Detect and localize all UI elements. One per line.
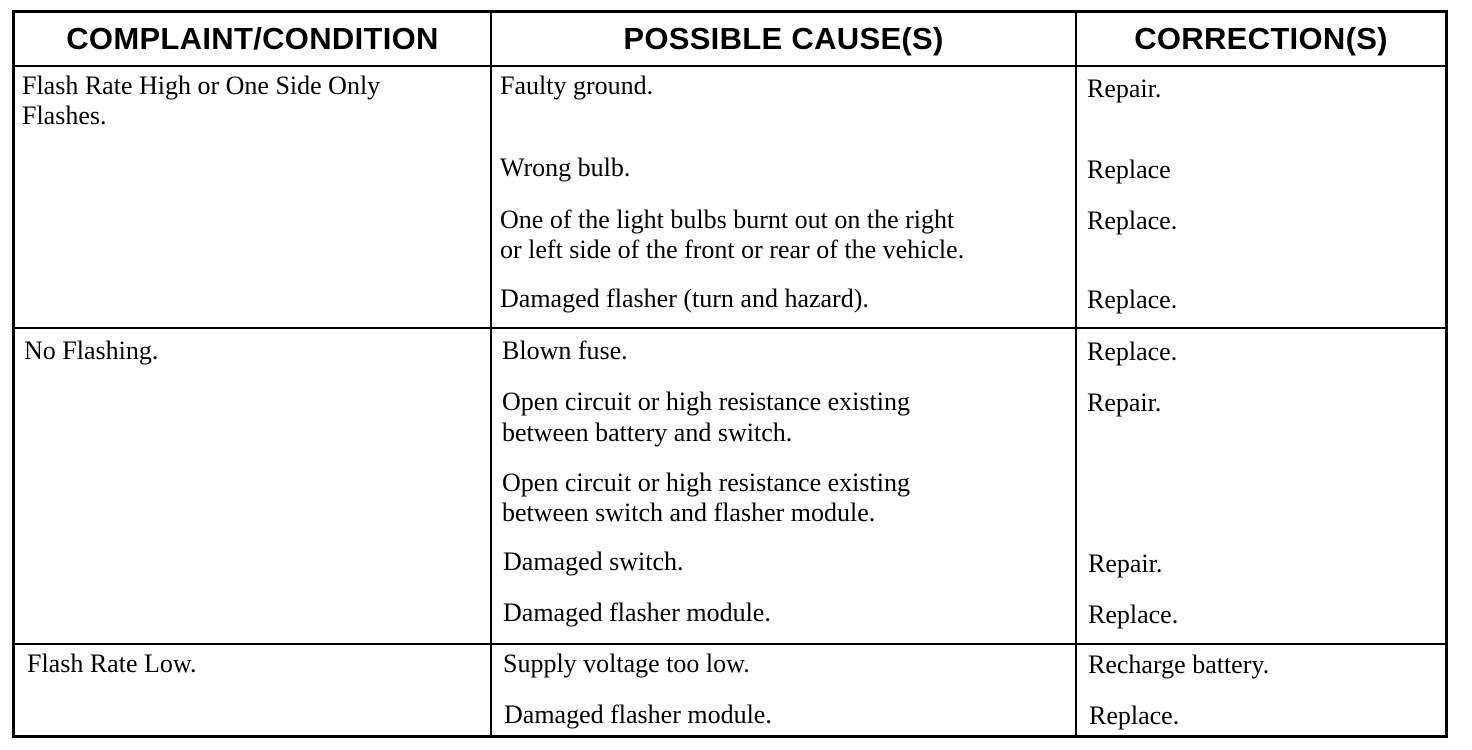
correction-cell: Replace. [1087,206,1178,235]
column-divider-2 [1075,10,1077,738]
cause-cell: or left side of the front or rear of the vehicle. [500,235,965,264]
correction-cell: Repair. [1087,74,1162,103]
column-divider-1 [490,10,492,738]
header-complaint-condition: COMPLAINT/CONDITION [66,21,439,56]
cause-cell: Damaged flasher module. [503,598,771,627]
condition-cell: Flash Rate High or One Side Only [22,71,381,100]
condition-cell: Flashes. [22,101,107,130]
cause-cell: Wrong bulb. [500,153,631,182]
condition-cell: Flash Rate Low. [27,649,197,678]
cause-cell: Damaged flasher module. [504,700,772,729]
correction-cell: Replace [1087,155,1171,184]
group-divider-2 [12,643,1448,645]
diagnosis-table [12,10,1448,738]
header-divider [12,65,1448,67]
cause-cell: Faulty ground. [500,71,654,100]
cause-cell: between switch and flasher module. [502,498,876,527]
correction-cell: Replace. [1089,701,1180,730]
cause-cell: Damaged flasher (turn and hazard). [500,284,869,313]
correction-cell: Recharge battery. [1088,650,1270,679]
cause-cell: Open circuit or high resistance existing [502,387,910,416]
cause-cell: Open circuit or high resistance existing [502,468,910,497]
correction-cell: Repair. [1087,388,1162,417]
cause-cell: One of the light bulbs burnt out on the right [500,205,955,234]
correction-cell: Repair. [1088,549,1163,578]
cause-cell: between battery and switch. [502,418,793,447]
cause-cell: Blown fuse. [502,336,628,365]
cause-cell: Supply voltage too low. [503,649,750,678]
condition-cell: No Flashing. [24,336,159,365]
group-divider-1 [12,327,1448,329]
correction-cell: Replace. [1088,600,1179,629]
correction-cell: Replace. [1087,285,1178,314]
header-possible-causes: POSSIBLE CAUSE(S) [623,21,944,56]
header-corrections: CORRECTION(S) [1134,21,1388,56]
cause-cell: Damaged switch. [503,547,684,576]
correction-cell: Replace. [1087,337,1178,366]
